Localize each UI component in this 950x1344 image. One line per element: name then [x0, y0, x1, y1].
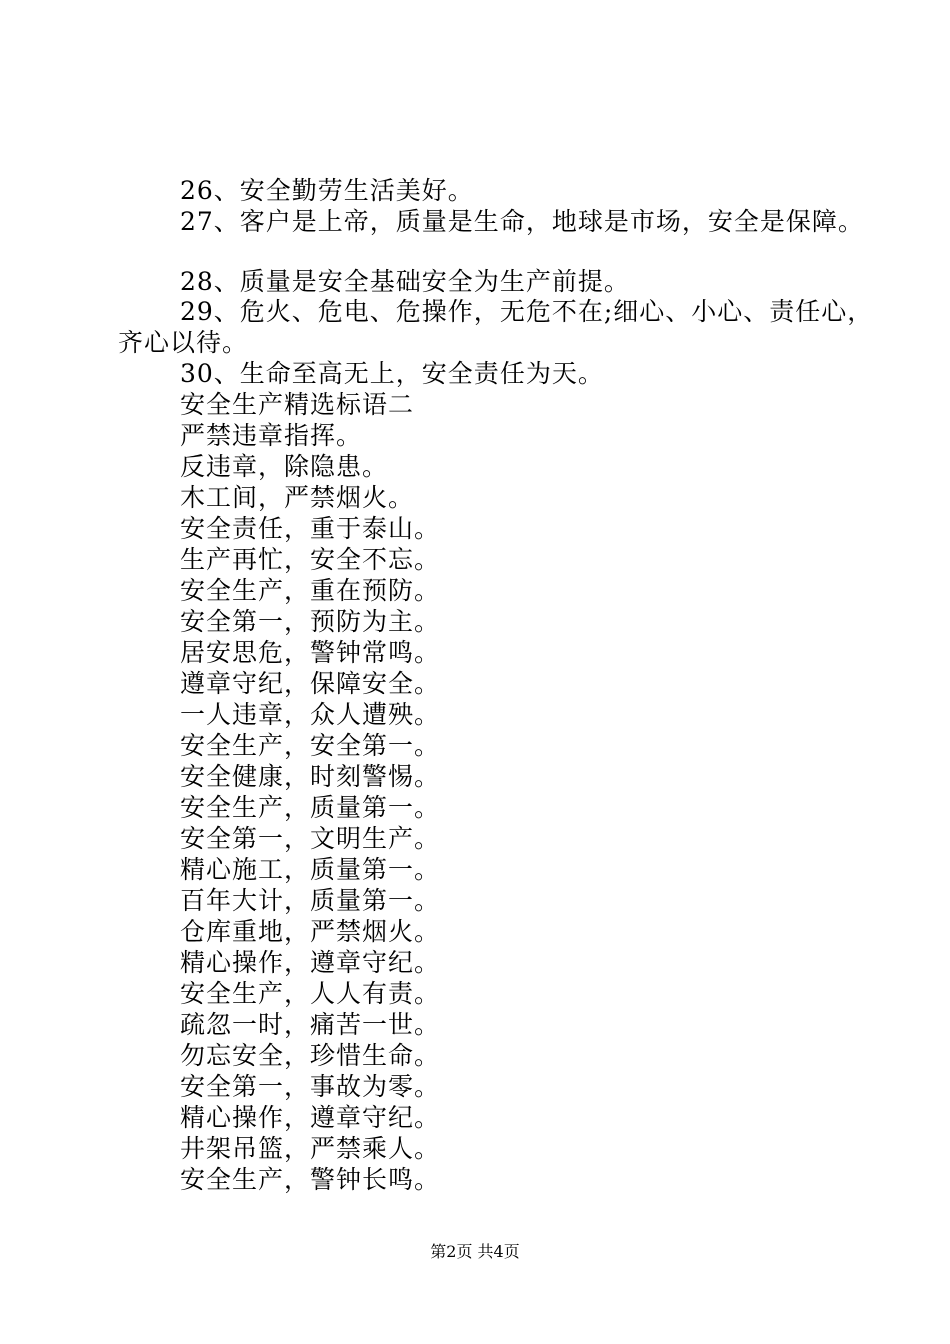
slogan-item: 安全第一，文明生产。 [180, 824, 441, 853]
slogan-item: 勿忘安全，珍惜生命。 [180, 1041, 441, 1070]
slogan-item: 木工间，严禁烟火。 [180, 483, 415, 512]
item-30: 30、生命至高无上，安全责任为天。 [180, 359, 604, 388]
item-29-continuation: 齐心以待。 [118, 328, 249, 357]
slogan-item: 遵章守纪，保障安全。 [180, 669, 441, 698]
slogan-item: 精心操作，遵章守纪。 [180, 1103, 441, 1132]
slogan-item: 安全责任，重于泰山。 [180, 514, 441, 543]
slogan-item: 安全健康，时刻警惕。 [180, 762, 441, 791]
slogan-item: 严禁违章指挥。 [180, 421, 363, 450]
slogan-item: 安全生产，警钟长鸣。 [180, 1165, 441, 1194]
slogan-item: 生产再忙，安全不忘。 [180, 545, 441, 574]
item-28: 28、质量是安全基础安全为生产前提。 [180, 267, 630, 296]
section-title: 安全生产精选标语二 [180, 390, 415, 419]
slogan-item: 精心施工，质量第一。 [180, 855, 441, 884]
slogan-item: 疏忽一时，痛苦一世。 [180, 1010, 441, 1039]
slogan-item: 居安思危，警钟常鸣。 [180, 638, 441, 667]
slogan-item: 井架吊篮，严禁乘人。 [180, 1134, 441, 1163]
slogan-item: 仓库重地，严禁烟火。 [180, 917, 441, 946]
slogan-item: 安全生产，安全第一。 [180, 731, 441, 760]
slogan-item: 百年大计，质量第一。 [180, 886, 441, 915]
page-footer: 第2页 共4页 [430, 1242, 520, 1261]
item-29: 29、危火、危电、危操作，无危不在;细心、小心、责任心， [180, 297, 874, 326]
slogan-item: 安全第一，预防为主。 [180, 607, 441, 636]
slogan-item: 安全生产，质量第一。 [180, 793, 441, 822]
slogan-item: 反违章，除隐患。 [180, 452, 389, 481]
slogan-item: 安全生产，重在预防。 [180, 576, 441, 605]
item-27: 27、客户是上帝，质量是生命，地球是市场，安全是保障。 [180, 207, 864, 236]
slogan-item: 一人违章，众人遭殃。 [180, 700, 441, 729]
item-26: 26、安全勤劳生活美好。 [180, 176, 474, 205]
slogan-item: 安全生产，人人有责。 [180, 979, 441, 1008]
slogan-item: 精心操作，遵章守纪。 [180, 948, 441, 977]
slogan-item: 安全第一，事故为零。 [180, 1072, 441, 1101]
